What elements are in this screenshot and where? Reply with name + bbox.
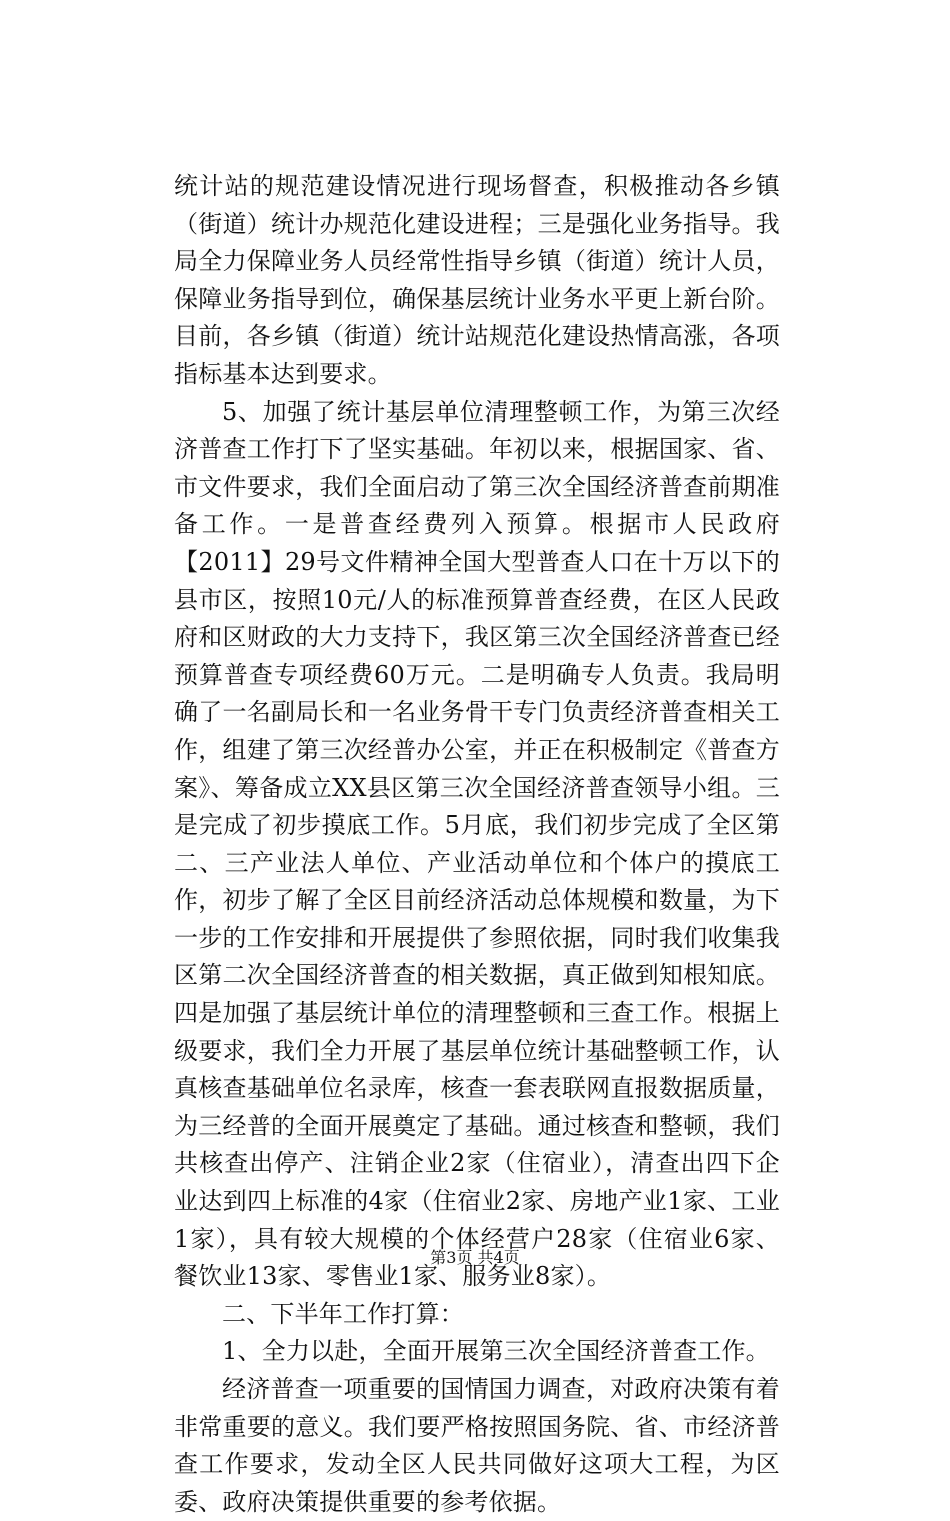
page-footer: 第3页 共4页 <box>430 1248 520 1267</box>
paragraph-continuation: 统计站的规范建设情况进行现场督查，积极推动各乡镇（街道）统计办规范化建设进程；三是强化业务指导。我局全力保障业务人员经常性指导乡镇（街道）统计人员，保障业务指导到位，确保基层统计业务水平更上新台阶。目前，各乡镇（街道）统计站规范化建设热情高涨，各项指标基本达到要求。 <box>174 172 780 388</box>
section-heading-second-half-plan: 二、下半年工作打算： <box>222 1299 464 1328</box>
subheading-economic-census: 1、全力以赴，全面开展第三次全国经济普查工作。 <box>222 1337 770 1366</box>
paragraph-census-cleanup: 5、加强了统计基层单位清理整顿工作，为第三次经济普查工作打下了坚实基础。年初以来，根据国家、省、市文件要求，我们全面启动了第三次全国经济普查前期准备工作。一是普查经费列入预算。根据市人民政府【2011】29号文件精神全国大型普查人口在十万以下的县市区，按照10元/人的标准预算普查经费，在区人民政府和区财政的大力支持下，我区第三次全国经济普查已经预算普查专项经费60万元。二是明确专人负责。我局明确了一名副局长和一名业务骨干专门负责经济普查相关工作，组建了第三次经普办公室，并正在积极制定《普查方案》、筹备成立XX县区第三次全国经济普查领导小组。三是完成了初步摸底工作。5月底，我们初步完成了全区第二、三产业法人单位、产业活动单位和个体户的摸底工作，初步了解了全区目前经济活动总体规模和数量，为下一步的工作安排和开展提供了参照依据，同时我们收集我区第二次全国经济普查的相关数据，真正做到知根知底。四是加强了基层统计单位的清理整顿和三查工作。根据上级要求，我们全力开展了基层单位统计基础整顿工作，认真核查基础单位名录库，核查一套表联网直报数据质量，为三经普的全面开展奠定了基础。通过核查和整顿，我们共核查出停产、注销企业2家（住宿业），清查出四下企业达到四上标准的4家（住宿业2家、房地产业1家、工业1家），具有较大规模的个体经营户28家（住宿业6家、餐饮业13家、零售业1家、服务业8家）。 <box>174 397 780 1291</box>
document-body <box>174 168 780 1521</box>
paragraph-census-importance: 经济普查一项重要的国情国力调查，对政府决策有着非常重要的意义。我们要严格按照国务院、省、市经济普查工作要求，发动全区人民共同做好这项大工程，为区委、政府决策提供重要的参考依据。 <box>174 1375 780 1516</box>
